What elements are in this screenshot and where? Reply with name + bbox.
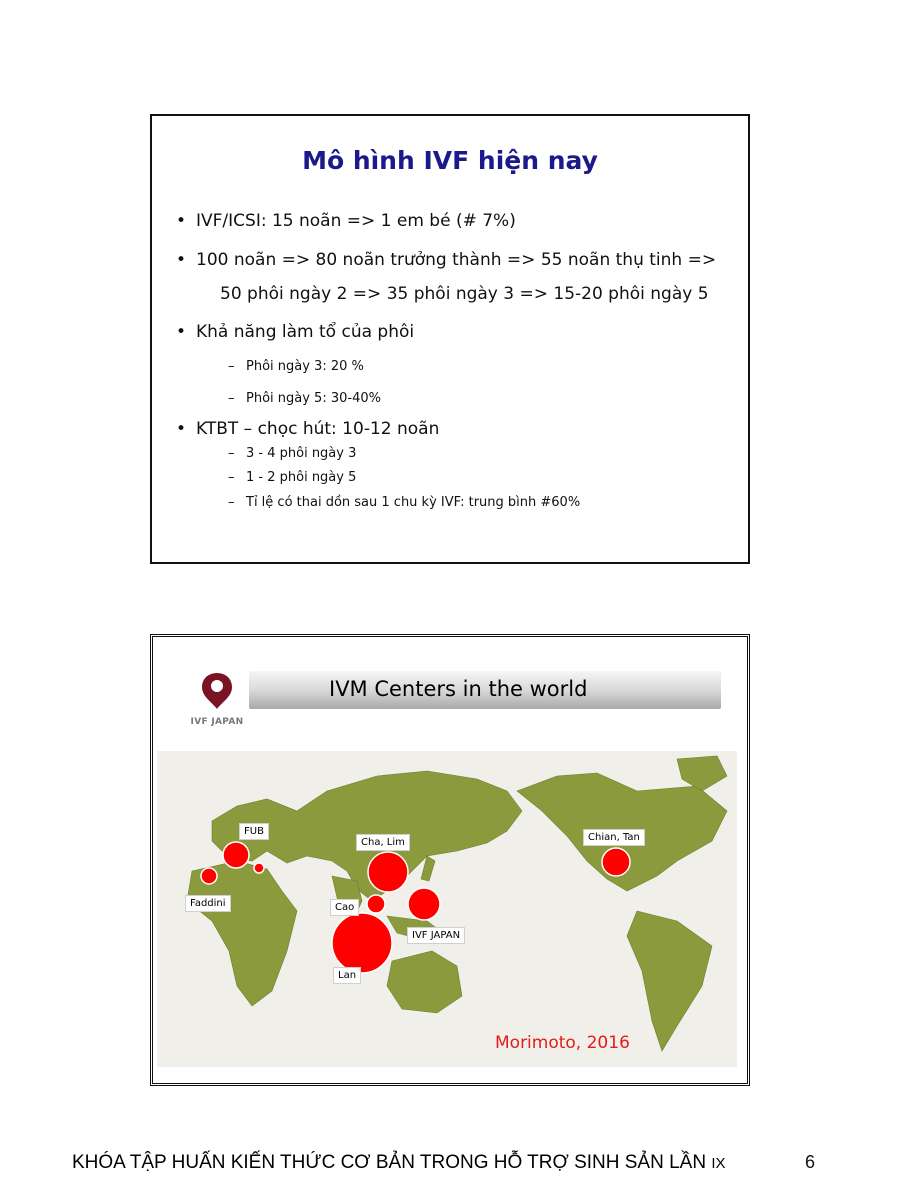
- label-cao: Cao: [330, 899, 359, 916]
- sub-bullet: – Phôi ngày 3: 20 %: [246, 358, 364, 376]
- pin-logo-icon: [199, 671, 235, 711]
- sub-bullet: – 1 - 2 phôi ngày 5: [246, 469, 356, 487]
- marker-cao: [367, 895, 385, 913]
- sub-bullet: – Phôi ngày 5: 30-40%: [246, 390, 381, 408]
- sub-bullet: – 3 - 4 phôi ngày 3: [246, 445, 356, 463]
- bullet-ivf-icsi: • IVF/ICSI: 15 noãn => 1 em bé (# 7%): [196, 210, 516, 232]
- marker-fub: [223, 842, 249, 868]
- world-map: [157, 751, 737, 1067]
- footer-text: KHÓA TẬP HUẤN KIẾN THỨC CƠ BẢN TRONG HỖ TRỢ SINH SẢN LẦN: [72, 1152, 707, 1173]
- marker-small: [254, 863, 264, 873]
- label-cha-lim: Cha, Lim: [356, 834, 410, 851]
- slide-ivm-centers: [150, 634, 750, 1086]
- marker-chian-tan: [602, 848, 630, 876]
- label-chian-tan: Chian, Tan: [583, 829, 645, 846]
- bullet-oocyte-funnel-cont: 50 phôi ngày 2 => 35 phôi ngày 3 => 15-20 phôi ngày 5: [220, 284, 709, 304]
- label-ivf-japan: IVF JAPAN: [407, 927, 465, 944]
- label-lan: Lan: [333, 967, 361, 984]
- slide-title: Mô hình IVF hiện nay: [302, 146, 598, 175]
- slide-ivf-model: [150, 114, 750, 564]
- slide-title: IVM Centers in the world: [329, 677, 588, 701]
- label-faddini: Faddini: [185, 895, 231, 912]
- marker-ivf-japan: [408, 888, 440, 920]
- bullet-ktbt: • KTBT – chọc hút: 10-12 noãn: [196, 418, 439, 440]
- page-number: 6: [805, 1152, 816, 1172]
- marker-lan: [332, 913, 392, 973]
- bullet-oocyte-funnel: • 100 noãn => 80 noãn trưởng thành => 55 noãn thụ tinh =>: [196, 249, 716, 271]
- title-banner: [249, 671, 721, 709]
- marker-cha-lim: [368, 852, 408, 892]
- citation: Morimoto, 2016: [495, 1033, 630, 1053]
- label-fub: FUB: [239, 823, 269, 840]
- marker-faddini: [201, 868, 217, 884]
- bullet-implantation: • Khả năng làm tổ của phôi: [196, 321, 414, 343]
- ivf-japan-logo: [189, 671, 245, 727]
- footer-course-title: [72, 1152, 726, 1174]
- sub-bullet: – Tỉ lệ có thai dồn sau 1 chu kỳ IVF: trung bình #60%: [246, 494, 580, 512]
- footer-roman: IX: [711, 1155, 726, 1172]
- logo-text: IVF JAPAN: [190, 717, 244, 727]
